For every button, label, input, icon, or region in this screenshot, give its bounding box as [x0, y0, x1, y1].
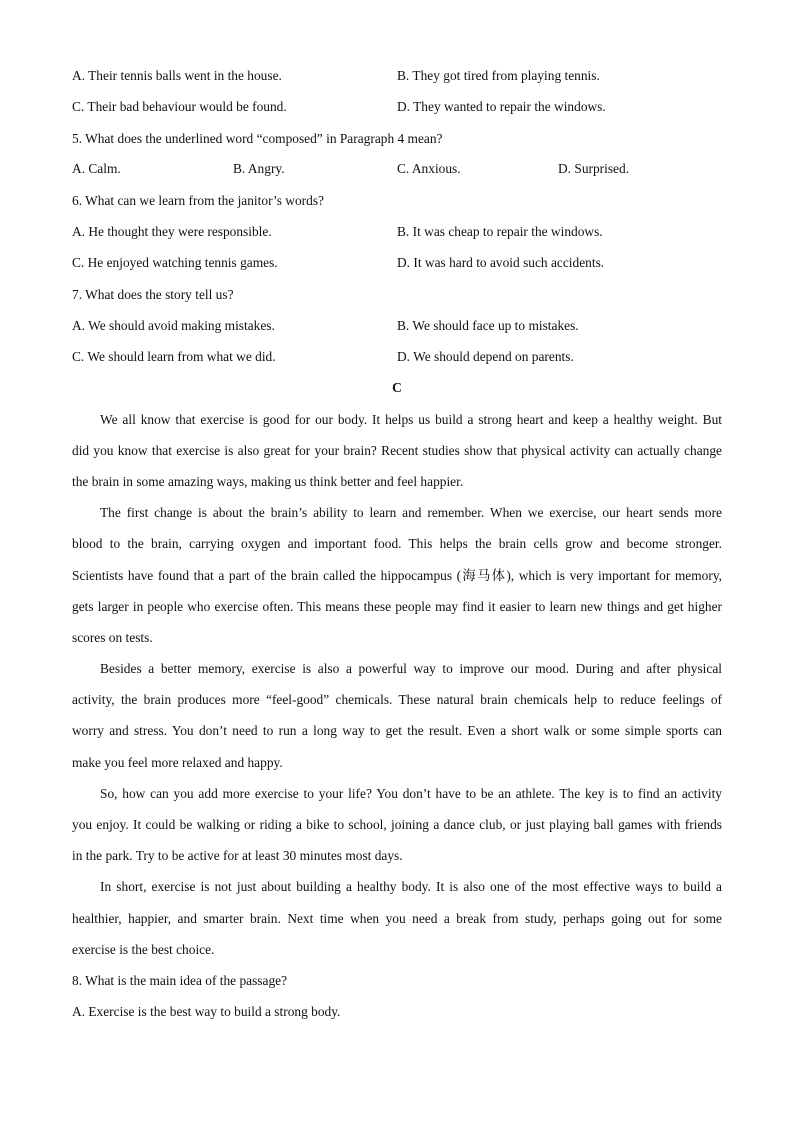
q4-option-b: B. They got tired from playing tennis.	[397, 68, 600, 83]
q4-option-c: C. Their bad behaviour would be found.	[72, 99, 287, 114]
passage-line: Besides a better memory, exercise is also a powerful way to improve our mood. During and after physical	[100, 661, 722, 676]
passage-line: healthier, happier, and smarter brain. Next time when you need a break from study, perhaps going out for some	[72, 911, 722, 926]
passage-line: make you feel more relaxed and happy.	[72, 755, 283, 770]
q7-option-c: C. We should learn from what we did.	[72, 349, 276, 364]
passage-line: The first change is about the brain’s ability to learn and remember. When we exercise, our heart sends more	[100, 505, 722, 520]
passage-line: Scientists have found that a part of the brain called the hippocampus (海马体), which is very important for memory,	[72, 568, 722, 583]
q6-option-d: D. It was hard to avoid such accidents.	[397, 255, 605, 270]
section-heading: C	[392, 380, 402, 395]
passage-line: gets larger in people who exercise often. This means these people may find it easier to learn new things and get higher	[72, 599, 722, 614]
passage-line: activity, the brain produces more “feel-good” chemicals. These natural brain chemicals help to reduce feelings of	[72, 692, 722, 707]
passage-line: in the park. Try to be active for at least 30 minutes most days.	[72, 848, 403, 863]
passage-line: So, how can you add more exercise to your life? You don’t have to be an athlete. The key is to find an activity	[100, 786, 722, 801]
q4-option-d: D. They wanted to repair the windows.	[397, 99, 606, 114]
passage-line: blood to the brain, carrying oxygen and important food. This helps the brain cells grow and become stronger.	[72, 536, 722, 551]
q7-question: 7. What does the story tell us?	[72, 287, 234, 302]
q5-option-b: B. Angry.	[233, 161, 285, 176]
q6-option-a: A. He thought they were responsible.	[72, 224, 272, 239]
q8-question: 8. What is the main idea of the passage?	[72, 973, 288, 988]
q7-option-a: A. We should avoid making mistakes.	[72, 318, 275, 333]
passage-line: you enjoy. It could be walking or riding a bike to school, joining a dance club, or just playing ball games with friends	[72, 817, 722, 832]
q5-option-d: D. Surprised.	[558, 161, 630, 176]
q5-question: 5. What does the underlined word “composed” in Paragraph 4 mean?	[72, 131, 443, 146]
q5-option-a: A. Calm.	[72, 161, 121, 176]
q7-option-b: B. We should face up to mistakes.	[397, 318, 579, 333]
passage-line: the brain in some amazing ways, making us think better and feel happier.	[72, 474, 464, 489]
q7-option-d: D. We should depend on parents.	[397, 349, 574, 364]
q5-options	[0, 161, 794, 179]
q6-option-c: C. He enjoyed watching tennis games.	[72, 255, 278, 270]
q8-option-a: A. Exercise is the best way to build a strong body.	[72, 1004, 341, 1019]
q6-question: 6. What can we learn from the janitor’s words?	[72, 193, 324, 208]
q4-option-a: A. Their tennis balls went in the house.	[72, 68, 282, 83]
passage-line: did you know that exercise is also great for your brain? Recent studies show that physical activity can actually change	[72, 443, 722, 458]
passage-line: scores on tests.	[72, 630, 153, 645]
passage-line: We all know that exercise is good for our body. It helps us build a strong heart and keep a healthy weight. But	[100, 412, 722, 427]
passage-line: worry and stress. You don’t need to run a long way to get the result. Even a short walk or some simple sports can	[72, 723, 722, 738]
q6-option-b: B. It was cheap to repair the windows.	[397, 224, 603, 239]
passage-line: exercise is the best choice.	[72, 942, 215, 957]
passage-line: In short, exercise is not just about building a healthy body. It is also one of the most effective ways to build a	[100, 879, 722, 894]
q5-option-c: C. Anxious.	[397, 161, 461, 176]
